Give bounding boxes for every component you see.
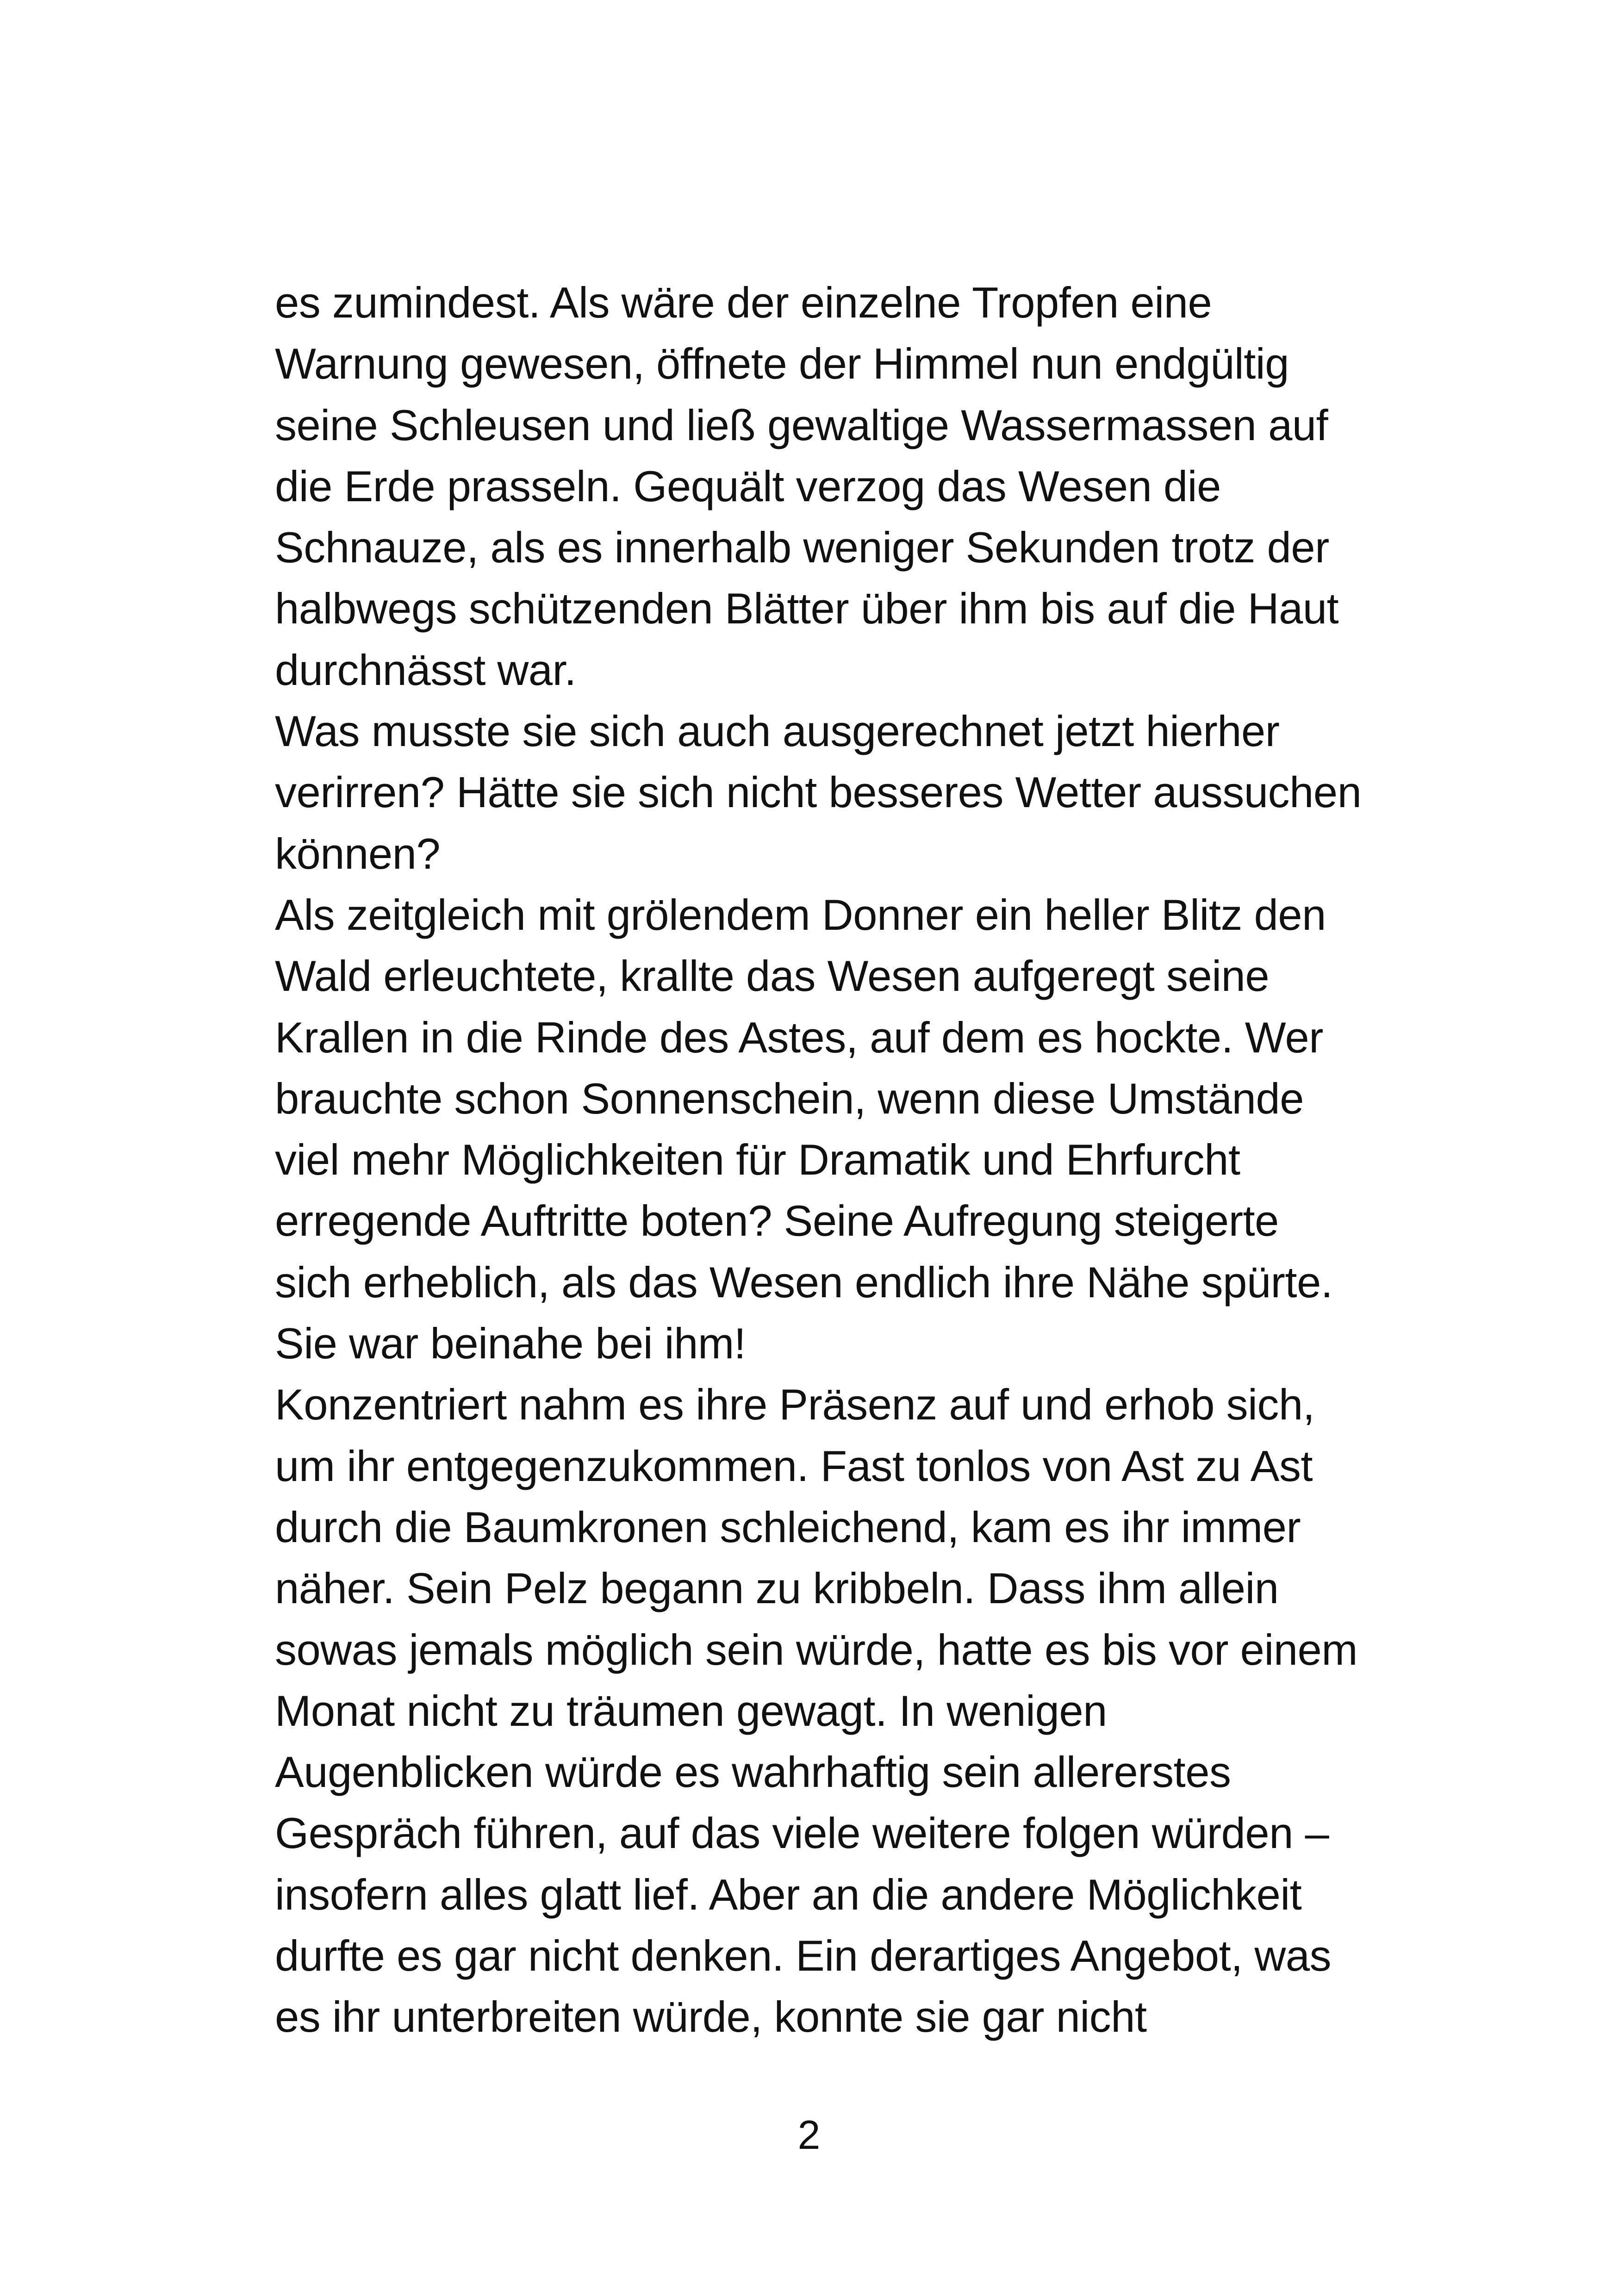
text-line: um ihr entgegenzukommen. Fast tonlos von Ast zu Ast xyxy=(275,1441,1313,1490)
text-line: Gespräch führen, auf das viele weitere folgen würden – xyxy=(275,1809,1329,1858)
body-text xyxy=(275,272,1395,2048)
text-line: sowas jemals möglich sein würde, hatte es bis vor einem xyxy=(275,1625,1358,1674)
text-line: näher. Sein Pelz begann zu kribbeln. Dass ihm allein xyxy=(275,1564,1279,1613)
text-line: halbwegs schützenden Blätter über ihm bis auf die Haut xyxy=(275,584,1339,633)
text-line: durch die Baumkronen schleichend, kam es ihr immer xyxy=(275,1502,1301,1551)
text-line: Krallen in die Rinde des Astes, auf dem es hockte. Wer xyxy=(275,1013,1324,1062)
text-line: seine Schleusen und ließ gewaltige Wassermassen auf xyxy=(275,400,1328,449)
text-line: insofern alles glatt lief. Aber an die andere Möglichkeit xyxy=(275,1870,1302,1919)
text-line: die Erde prasseln. Gequält verzog das Wesen die xyxy=(275,461,1221,510)
text-line: verirren? Hätte sie sich nicht besseres Wetter aussuchen xyxy=(275,768,1362,817)
text-line: Wald erleuchtete, krallte das Wesen aufgeregt seine xyxy=(275,952,1270,1001)
text-line: erregende Auftritte boten? Seine Aufregung steigerte xyxy=(275,1196,1279,1245)
text-line: Schnauze, als es innerhalb weniger Sekunden trotz der xyxy=(275,523,1329,572)
text-line: Als zeitgleich mit grölendem Donner ein heller Blitz den xyxy=(275,890,1326,939)
text-line: viel mehr Möglichkeiten für Dramatik und Ehrfurcht xyxy=(275,1135,1240,1184)
text-line: Warnung gewesen, öffnete der Himmel nun endgültig xyxy=(275,339,1289,388)
page-number: 2 xyxy=(797,2112,821,2158)
text-line: Was musste sie sich auch ausgerechnet jetzt hierher xyxy=(275,707,1280,756)
text-line: es ihr unterbreiten würde, konnte sie gar nicht xyxy=(275,1992,1147,2041)
text-line: brauchte schon Sonnenschein, wenn diese Umstände xyxy=(275,1074,1304,1123)
text-line: Augenblicken würde es wahrhaftig sein allererstes xyxy=(275,1748,1231,1797)
text-line: durfte es gar nicht denken. Ein derartiges Angebot, was xyxy=(275,1931,1332,1980)
text-line: durchnässt war. xyxy=(275,645,576,694)
text-line: Sie war beinahe bei ihm! xyxy=(275,1319,746,1368)
text-line: Monat nicht zu träumen gewagt. In wenigen xyxy=(275,1686,1107,1735)
text-line: sich erheblich, als das Wesen endlich ihre Nähe spürte. xyxy=(275,1257,1333,1307)
text-line: können? xyxy=(275,829,441,878)
text-line: Konzentriert nahm es ihre Präsenz auf und erhob sich, xyxy=(275,1380,1315,1429)
text-line: es zumindest. Als wäre der einzelne Tropfen eine xyxy=(275,278,1212,327)
